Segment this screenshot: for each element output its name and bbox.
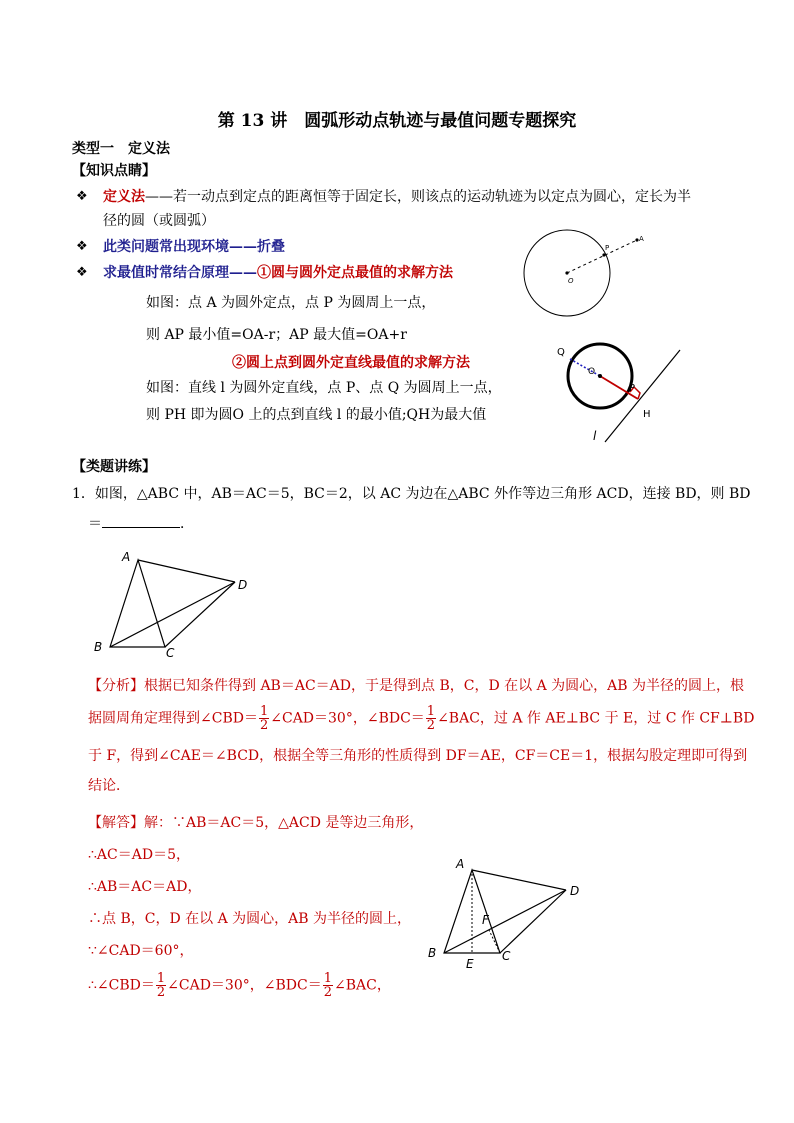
segment-ad [138,560,235,582]
fraction-numerator: 1 [156,971,166,986]
answer-line3: ∴AB＝AC＝AD， [88,879,202,895]
analysis-line4: 结论． [88,778,130,794]
figure-solution [420,848,600,973]
knowledge-header: 【知识点睛】 [72,163,156,179]
answer-line4: ∴点 B，C，D 在以 A 为圆心，AB 为半径的圆上， [88,911,411,927]
method2-line1: 如图：直线 l 为圆外定直线，点 P、点 Q 为圆周上一点， [146,380,502,396]
answer-line1 [88,813,423,833]
segment-oq [570,359,600,376]
answer-text1: 解：∵AB＝AC＝5，△ACD 是等边三角形， [144,815,424,831]
label-e: E [466,957,474,971]
problem1-equals: ＝ [88,516,102,532]
method1-line1: 如图：点 A 为圆外定点，点 P 为圆周上一点， [146,295,436,311]
answer-line5: ∵∠CAD＝60°， [88,943,194,959]
answer-blank [102,513,180,528]
analysis-text2a: 据圆周角定理得到∠CBD＝ [88,710,258,727]
figure-triangle-abcd [90,545,260,660]
fraction-half [426,705,436,732]
label-d: D [570,884,580,898]
answer-text6c: ∠BAC， [333,977,391,994]
triangle-abc [110,560,165,647]
fraction-half [156,972,166,999]
principle-keyword: 求最值时常结合原理—— [103,265,257,281]
fraction-denominator: 2 [259,718,269,733]
label-p: P [629,383,636,394]
definition-text-2: 径的圆（或圆弧） [103,213,215,229]
fraction-numerator: 1 [426,704,436,719]
label-a: A [639,235,644,243]
center-dot [598,374,602,378]
label-b: B [94,640,103,654]
method1-heading: ①圆与圆外定点最值的求解方法 [257,265,453,281]
practice-header: 【类题讲练】 [72,459,156,475]
diamond-bullet-icon: ❖ [76,265,88,280]
figure-circle-line [550,340,690,448]
method1-line2: 则 AP 最小值=OA-r；AP 最大值=OA+r [146,327,407,343]
definition-text: ——若一动点到定点的距离恒等于固定长，则该点的运动轨迹为以定点为圆心，定长为半 [145,189,691,205]
answer-line6 [88,972,391,999]
type-heading: 类型一 定义法 [72,141,170,157]
segment-dc [165,582,235,647]
segment-oa [567,240,637,273]
problem1-period: ． [180,516,194,532]
label-h: H [643,409,651,420]
label-c: C [166,646,175,660]
answer-line2: ∴AC＝AD＝5， [88,847,190,863]
fraction-numerator: 1 [323,971,332,986]
label-c: C [502,949,511,963]
perpendicular-cf [488,928,500,953]
fraction-denominator: 2 [426,718,436,733]
definition-keyword: 定义法 [103,189,145,205]
label-q: Q [557,347,565,358]
fraction-denominator: 2 [156,985,166,1000]
answer-text6a: ∴∠CBD＝ [88,977,155,994]
answer-text6b: ∠CAD＝30°，∠BDC＝ [167,977,322,994]
fraction-half [323,972,333,999]
bullet-definition [103,187,691,207]
label-f: F [482,913,489,927]
analysis-text2c: ∠BAC，过 A 作 AE⊥BC 于 E，过 C 作 CF⊥BD [437,710,755,727]
page-title: 第 13 讲 圆弧形动点轨迹与最值问题专题探究 [217,111,577,131]
analysis-tag: 【分析】 [88,678,144,694]
label-d: D [238,578,248,592]
analysis-line1 [88,676,744,696]
point-p-dot [602,253,605,256]
label-l: l [593,429,597,443]
bullet-principle [103,263,453,283]
problem1-line1: 1．如图，△ABC 中，AB＝AC＝5，BC＝2，以 AC 为边在△ABC 外作等边三角形 ACD，连接 BD，则 BD [72,486,751,502]
diamond-bullet-icon: ❖ [76,239,88,254]
line-l [605,350,680,442]
segment-bd [110,582,235,647]
analysis-line3: 于 F，得到∠CAE＝∠BCD，根据全等三角形的性质得到 DF＝AE，CF＝CE＝1，根据勾股定理即可得到 [88,748,748,764]
label-p: P [605,244,610,252]
analysis-text2b: ∠CAD＝30°，∠BDC＝ [270,710,425,727]
answer-tag: 【解答】 [88,815,144,831]
method2-line2: 则 PH 即为圆O 上的点到直线 l 的最小值;QH为最大值 [146,407,487,423]
analysis-line2 [88,705,754,732]
fraction-numerator: 1 [259,704,269,719]
label-o: O [588,367,596,377]
fraction-half [259,705,269,732]
fraction-denominator: 2 [323,985,332,1000]
bullet-folding: 此类问题常出现环境——折叠 [103,239,285,255]
segment-ad [472,870,566,890]
label-b: B [428,946,437,960]
label-o: O [568,277,574,285]
problem1-line2 [88,513,194,534]
analysis-text1: 根据已知条件得到 AB＝AC＝AD，于是得到点 B，C，D 在以 A 为圆心，AB 为半径的圆上，根 [144,678,744,694]
segment-dc [500,890,566,953]
diamond-bullet-icon: ❖ [76,189,88,204]
label-a: A [456,857,465,871]
center-dot [565,271,568,274]
label-a: A [122,550,131,564]
method2-heading: ②圆上点到圆外定直线最值的求解方法 [232,355,470,371]
figure-circle-point [520,228,660,320]
